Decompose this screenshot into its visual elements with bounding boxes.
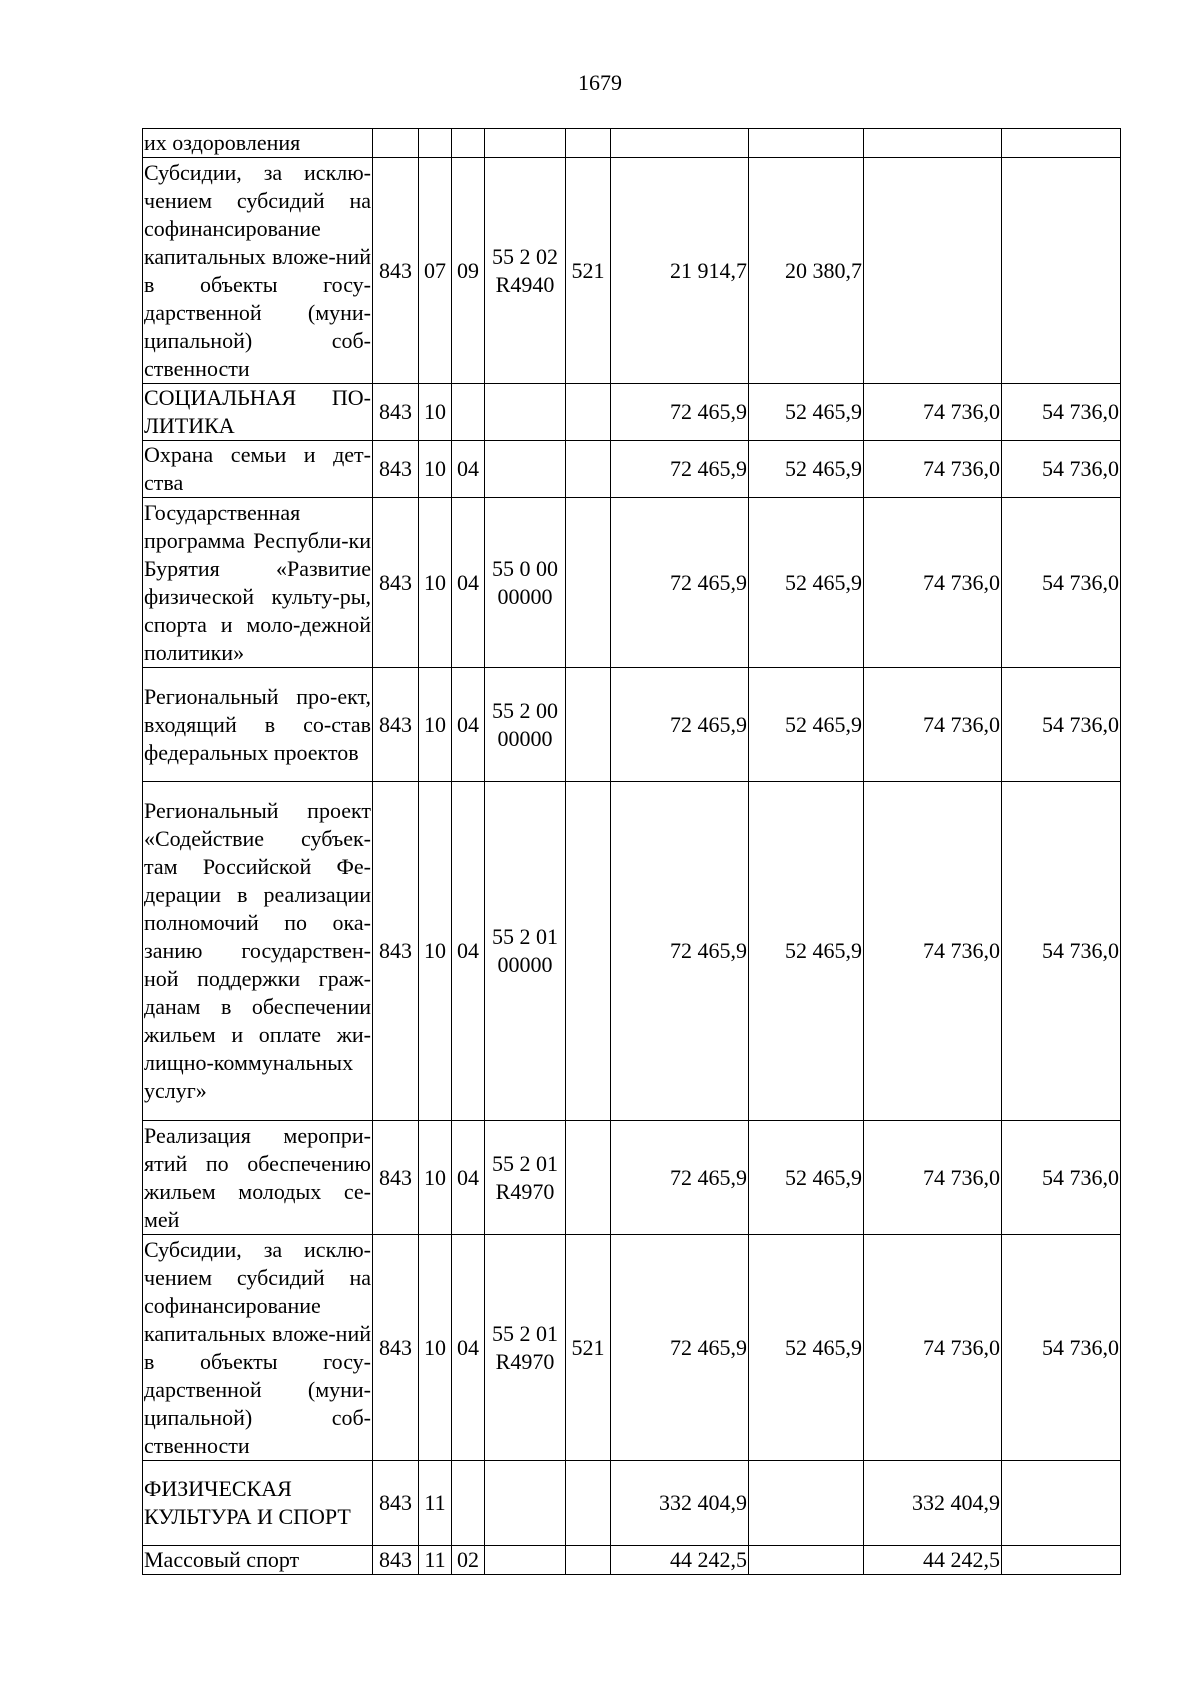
- cell-sum-1: 72 465,9: [611, 498, 749, 668]
- table-row: [143, 441, 1121, 498]
- cell-vr: 521: [566, 1235, 611, 1461]
- cell-sum-2: 52 465,9: [749, 782, 864, 1121]
- cell-sum-2: 52 465,9: [749, 441, 864, 498]
- cell-pr: 04: [452, 1235, 485, 1461]
- cell-csr: [485, 1546, 566, 1575]
- cell-sum-2: 52 465,9: [749, 668, 864, 782]
- cell-csr: [485, 129, 566, 158]
- cell-sum-1: [611, 129, 749, 158]
- cell-ved: 843: [373, 668, 419, 782]
- cell-vr: [566, 1546, 611, 1575]
- cell-csr: 55 0 00 00000: [485, 498, 566, 668]
- table-row: [143, 1121, 1121, 1235]
- cell-sum-3: 332 404,9: [864, 1461, 1002, 1546]
- cell-vr: [566, 129, 611, 158]
- cell-rz: 07: [419, 158, 452, 384]
- cell-sum-3: 44 242,5: [864, 1546, 1002, 1575]
- cell-sum-3: 74 736,0: [864, 384, 1002, 441]
- cell-pr: 02: [452, 1546, 485, 1575]
- cell-csr: 55 2 01 R4970: [485, 1235, 566, 1461]
- row-name: Массовый спорт: [143, 1546, 373, 1575]
- cell-pr: 04: [452, 1121, 485, 1235]
- cell-csr: 55 2 01 R4970: [485, 1121, 566, 1235]
- cell-rz: 10: [419, 384, 452, 441]
- cell-sum-2: 52 465,9: [749, 498, 864, 668]
- row-name: СОЦИАЛЬНАЯ ПО-ЛИТИКА: [143, 384, 373, 441]
- cell-sum-1: 72 465,9: [611, 384, 749, 441]
- cell-vr: [566, 668, 611, 782]
- cell-sum-1: 72 465,9: [611, 668, 749, 782]
- cell-vr: [566, 384, 611, 441]
- cell-sum-4: [1002, 1546, 1121, 1575]
- cell-sum-4: 54 736,0: [1002, 1121, 1121, 1235]
- cell-vr: [566, 782, 611, 1121]
- cell-sum-2: 52 465,9: [749, 1235, 864, 1461]
- row-name: Региональный про-ект, входящий в со-став федеральных проектов: [143, 668, 373, 782]
- cell-sum-4: 54 736,0: [1002, 384, 1121, 441]
- cell-vr: 521: [566, 158, 611, 384]
- cell-sum-3: [864, 129, 1002, 158]
- cell-ved: 843: [373, 498, 419, 668]
- cell-sum-1: 72 465,9: [611, 782, 749, 1121]
- cell-pr: 04: [452, 668, 485, 782]
- cell-rz: 10: [419, 1235, 452, 1461]
- cell-csr: 55 2 00 00000: [485, 668, 566, 782]
- cell-sum-3: 74 736,0: [864, 441, 1002, 498]
- cell-sum-3: 74 736,0: [864, 668, 1002, 782]
- row-name: Субсидии, за исклю-чением субсидий на софинансирование капитальных вложе-ний в объекты госу-дарственной (муни-ципальной) соб-ственности: [143, 158, 373, 384]
- cell-sum-4: 54 736,0: [1002, 782, 1121, 1121]
- cell-pr: [452, 384, 485, 441]
- cell-ved: 843: [373, 384, 419, 441]
- cell-csr: [485, 441, 566, 498]
- row-name: Охрана семьи и дет-ства: [143, 441, 373, 498]
- cell-sum-4: [1002, 158, 1121, 384]
- cell-pr: 09: [452, 158, 485, 384]
- cell-ved: 843: [373, 1121, 419, 1235]
- cell-sum-1: 44 242,5: [611, 1546, 749, 1575]
- cell-ved: [373, 129, 419, 158]
- cell-rz: 11: [419, 1461, 452, 1546]
- row-name: Региональный проект «Содействие субъек-там Российской Фе-дерации в реализации полномочий по ока-занию государствен-ной поддержки граж-данам в обеспечении жильем и оплате жи-лищно-коммунальных услуг»: [143, 782, 373, 1121]
- cell-sum-3: 74 736,0: [864, 1235, 1002, 1461]
- cell-sum-2: 52 465,9: [749, 1121, 864, 1235]
- cell-pr: [452, 1461, 485, 1546]
- cell-vr: [566, 441, 611, 498]
- table-row: [143, 668, 1121, 782]
- cell-sum-1: 332 404,9: [611, 1461, 749, 1546]
- cell-vr: [566, 498, 611, 668]
- cell-sum-4: [1002, 1461, 1121, 1546]
- cell-sum-3: [864, 158, 1002, 384]
- cell-sum-2: 20 380,7: [749, 158, 864, 384]
- row-name: Реализация меропри-ятий по обеспечению жильем молодых се-мей: [143, 1121, 373, 1235]
- cell-sum-3: 74 736,0: [864, 1121, 1002, 1235]
- cell-csr: [485, 1461, 566, 1546]
- cell-ved: 843: [373, 158, 419, 384]
- cell-csr: [485, 384, 566, 441]
- cell-ved: 843: [373, 1461, 419, 1546]
- cell-csr: 55 2 02 R4940: [485, 158, 566, 384]
- table-row: [143, 158, 1121, 384]
- table-row: [143, 782, 1121, 1121]
- cell-sum-1: 72 465,9: [611, 441, 749, 498]
- cell-rz: 10: [419, 1121, 452, 1235]
- budget-table: [142, 128, 1121, 1575]
- cell-ved: 843: [373, 441, 419, 498]
- cell-ved: 843: [373, 1546, 419, 1575]
- cell-sum-2: 52 465,9: [749, 384, 864, 441]
- cell-sum-1: 72 465,9: [611, 1235, 749, 1461]
- cell-pr: [452, 129, 485, 158]
- table-row: [143, 384, 1121, 441]
- cell-pr: 04: [452, 782, 485, 1121]
- cell-pr: 04: [452, 441, 485, 498]
- cell-rz: 10: [419, 441, 452, 498]
- cell-sum-4: 54 736,0: [1002, 441, 1121, 498]
- cell-sum-2: [749, 129, 864, 158]
- cell-pr: 04: [452, 498, 485, 668]
- cell-rz: [419, 129, 452, 158]
- row-name: ФИЗИЧЕСКАЯ КУЛЬТУРА И СПОРТ: [143, 1461, 373, 1546]
- cell-ved: 843: [373, 782, 419, 1121]
- row-name: их оздоровления: [143, 129, 373, 158]
- cell-vr: [566, 1121, 611, 1235]
- cell-sum-4: [1002, 129, 1121, 158]
- cell-rz: 10: [419, 668, 452, 782]
- cell-vr: [566, 1461, 611, 1546]
- table-row: [143, 1546, 1121, 1575]
- row-name: Государственная программа Республи-ки Бурятия «Развитие физической культу-ры, спорта и моло-дежной политики»: [143, 498, 373, 668]
- cell-sum-4: 54 736,0: [1002, 498, 1121, 668]
- table-row: [143, 1235, 1121, 1461]
- cell-sum-2: [749, 1461, 864, 1546]
- cell-sum-3: 74 736,0: [864, 782, 1002, 1121]
- cell-rz: 10: [419, 498, 452, 668]
- table-row: [143, 498, 1121, 668]
- table-row: [143, 1461, 1121, 1546]
- cell-csr: 55 2 01 00000: [485, 782, 566, 1121]
- cell-sum-2: [749, 1546, 864, 1575]
- page-number: 1679: [578, 70, 622, 95]
- cell-rz: 11: [419, 1546, 452, 1575]
- cell-sum-1: 72 465,9: [611, 1121, 749, 1235]
- cell-ved: 843: [373, 1235, 419, 1461]
- cell-sum-1: 21 914,7: [611, 158, 749, 384]
- cell-rz: 10: [419, 782, 452, 1121]
- cell-sum-4: 54 736,0: [1002, 668, 1121, 782]
- table-row: [143, 129, 1121, 158]
- cell-sum-3: 74 736,0: [864, 498, 1002, 668]
- table-body: [143, 129, 1121, 1575]
- cell-sum-4: 54 736,0: [1002, 1235, 1121, 1461]
- row-name: Субсидии, за исклю-чением субсидий на софинансирование капитальных вложе-ний в объекты госу-дарственной (муни-ципальной) соб-ственности: [143, 1235, 373, 1461]
